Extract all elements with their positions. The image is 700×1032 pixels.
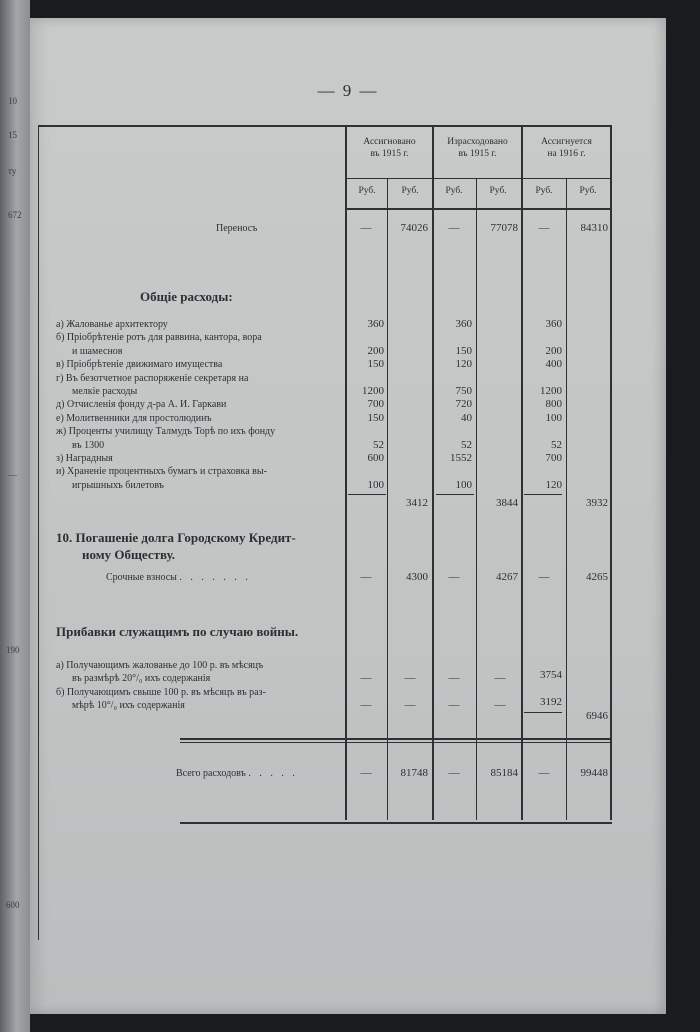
empty-dash: — [360, 699, 372, 711]
empty-dash: — [360, 571, 372, 583]
line-item-value: 200 [545, 345, 562, 357]
line-item-value: 1200 [540, 385, 562, 397]
section-heading: ному Обществу. [82, 547, 176, 562]
section-heading: 10. Погашеніе долга Городскому Кредит- [56, 530, 296, 545]
empty-dash: — [448, 767, 460, 779]
war-value: 3192 [540, 696, 562, 708]
line-item-value: 400 [545, 358, 562, 370]
unit-label: Руб. [401, 186, 419, 196]
line-item-value: 700 [545, 452, 562, 464]
general-total: 3412 [406, 497, 428, 509]
unit-label: Руб. [535, 186, 553, 196]
previous-page-edge [0, 0, 30, 1032]
line-item-value: 1200 [362, 385, 384, 397]
line-item-text: ж) Проценты училищу Талмудъ Торѣ по ихъ фонду [56, 426, 276, 437]
line-item-text: д) Отчисленія фонду д-ра А. И. Гаркави [56, 399, 227, 410]
line-item-text: Всего расходовъ [176, 768, 246, 779]
prev-page-mark: 672 [8, 210, 22, 220]
carry-spent-col: 74026 [400, 222, 428, 234]
empty-dash: — [360, 767, 372, 779]
carry-spent-col: 84310 [580, 222, 608, 234]
line-item-value: 100 [545, 412, 562, 424]
subtotal-rule [524, 712, 562, 713]
header-assigned-1916: Ассигнуется на 1916 г. [541, 137, 592, 159]
unit-label: Руб. [489, 186, 507, 196]
unit-label: Руб. [445, 186, 463, 196]
line-item-value: 750 [455, 385, 472, 397]
empty-dash: — [448, 222, 460, 234]
line-item-value: 360 [367, 318, 384, 330]
column-rule [432, 125, 434, 820]
empty-dash: — [494, 699, 506, 711]
column-rule [566, 178, 567, 820]
line-item-value: 100 [367, 479, 384, 491]
line-item-text: в) Пріобрѣтеніе движимаго имущества [56, 359, 223, 370]
line-item-value: 700 [367, 398, 384, 410]
line-item-text: Срочные взносы [106, 572, 177, 583]
empty-dash: — [448, 672, 460, 684]
grand-total-value: 85184 [490, 767, 518, 779]
empty-dash: — [360, 672, 372, 684]
war-value: 3754 [540, 669, 562, 681]
header-assigned-1915: Ассигновано въ 1915 г. [363, 137, 416, 159]
unit-label: Руб. [358, 186, 376, 196]
empty-dash: — [494, 672, 506, 684]
empty-dash: — [404, 699, 416, 711]
line-item-value: 1552 [450, 452, 472, 464]
line-item-value: 40 [461, 412, 472, 424]
empty-dash: — [448, 699, 460, 711]
grand-total-value: 81748 [400, 767, 428, 779]
column-rule [345, 125, 347, 820]
line-item-value: 120 [545, 479, 562, 491]
line-item-value: 720 [455, 398, 472, 410]
prev-page-mark: — [8, 470, 17, 480]
empty-dash: — [404, 672, 416, 684]
line-item-text: игрышныхъ билетовъ [72, 480, 164, 491]
line-item-text: и шамеснов [72, 346, 123, 357]
war-total: 6946 [586, 710, 608, 722]
prev-page-mark: 190 [6, 645, 20, 655]
carry-spent-col: 77078 [490, 222, 518, 234]
subtotal-rule [524, 494, 562, 495]
line-item-value: 150 [367, 358, 384, 370]
unit-row-bottom-rule [345, 208, 612, 210]
prev-page-mark: 10 [8, 96, 17, 106]
line-item-text: мѣрѣ 10°/₀ ихъ содержанія [72, 700, 185, 711]
general-total: 3844 [496, 497, 518, 509]
subtotal-rule [348, 494, 386, 495]
empty-dash: — [448, 571, 460, 583]
general-total: 3932 [586, 497, 608, 509]
grand-total-rule [180, 742, 612, 743]
line-item-value: 360 [545, 318, 562, 330]
line-item-text: въ 1300 [72, 440, 105, 451]
header-spent-1915: Израсходовано въ 1915 г. [447, 137, 508, 159]
debt-value: 4267 [496, 571, 518, 583]
empty-dash: — [538, 767, 550, 779]
prev-page-mark: ту [8, 166, 17, 176]
line-item-value: 52 [461, 439, 472, 451]
empty-dash: — [538, 222, 550, 234]
prev-page-mark: 600 [6, 900, 20, 910]
line-item-text: и) Храненіе процентныхъ бумагъ и страховка вы- [56, 466, 267, 477]
debt-value: 4300 [406, 571, 428, 583]
line-item-text: а) Получающимъ жалованье до 100 р. въ мѣсяцъ [56, 660, 264, 671]
unit-label: Руб. [579, 186, 597, 196]
line-item-text: мелкіе расходы [72, 386, 138, 397]
column-rule [476, 178, 477, 820]
left-page-rule [38, 125, 39, 940]
page-number: — 9 — [317, 81, 379, 100]
empty-dash: — [360, 222, 372, 234]
line-item-value: 120 [455, 358, 472, 370]
line-item-value: 600 [367, 452, 384, 464]
grand-total-label: Всего расходовъ . . . . . [176, 768, 298, 779]
carry-forward-label: Переносъ [216, 223, 258, 234]
line-item-text: е) Молитвенники для простолюдинъ [56, 413, 212, 424]
line-item-value: 100 [455, 479, 472, 491]
grand-total-rule [180, 738, 612, 740]
table-top-rule [38, 125, 612, 127]
column-rule [387, 178, 388, 820]
grand-total-value: 99448 [580, 767, 608, 779]
line-item-text: г) Въ безотчетное распоряженіе секретаря на [56, 373, 249, 384]
line-item-value: 150 [455, 345, 472, 357]
table-right-rule [610, 125, 612, 820]
line-item-value: 52 [373, 439, 384, 451]
line-item-value: 52 [551, 439, 562, 451]
empty-dash: — [538, 571, 550, 583]
section-heading: Прибавки служащимъ по случаю войны. [56, 624, 299, 639]
line-item-text: з) Наградныя [56, 453, 113, 464]
table-bottom-rule [180, 822, 612, 824]
line-item-text: б) Пріобрѣтеніе ротъ для раввина, кантора, вора [56, 332, 262, 343]
column-rule [521, 125, 523, 820]
line-item-text: б) Получающимъ свыше 100 р. въ мѣсяцъ въ раз- [56, 687, 266, 698]
line-item-text: въ размѣрѣ 20°/₀ ихъ содержанія [72, 673, 211, 684]
line-item: Срочные взносы . . . . . . . [106, 572, 251, 583]
line-item-value: 200 [367, 345, 384, 357]
line-item-value: 360 [455, 318, 472, 330]
line-item-text: а) Жалованье архитектору [56, 319, 168, 330]
unit-row-rule [345, 178, 612, 179]
line-item-value: 800 [545, 398, 562, 410]
line-item-value: 150 [367, 412, 384, 424]
document-page [30, 18, 666, 1014]
subtotal-rule [436, 494, 474, 495]
debt-value: 4265 [586, 571, 608, 583]
prev-page-mark: 15 [8, 130, 17, 140]
section-heading: Общіе расходы: [140, 289, 233, 304]
